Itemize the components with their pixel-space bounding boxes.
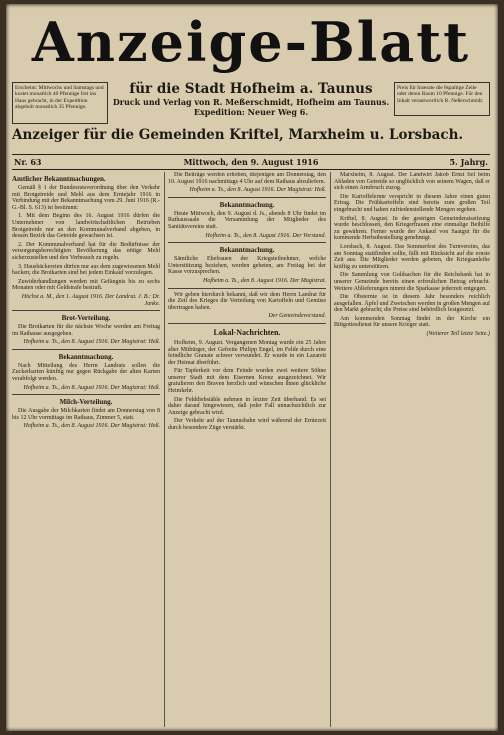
issue-number: Nr. 63	[14, 157, 42, 167]
paragraph: Kriftel, 8. August. In der gestrigen Gemeinderatssitzung wurde beschlossen, den Kriegerfrauen eine einmalige Beihilfe zu gewähren. Ferner wurde der Ankauf von Saatgut für die kommende Herbstbestellung genehmigt.	[334, 215, 490, 242]
notice-heading: Milch-Verteilung.	[59, 398, 113, 407]
publisher-block	[112, 82, 390, 117]
paragraph: Heute Mittwoch, den 9. August d. Js., abends 8 Uhr findet im Rathaussaale die Versammlung der Mitglieder des Sanitätsvereins statt.	[168, 210, 326, 230]
paragraph: 1. Mit dem Beginn des 16. August 1916 dürfen die Unternehmer von landwirtschaftlichen Betrieben Brotgetreide nur an den Kommunalverband abgeben, in dessen Bezirk das Getreide gewachsen ist.	[12, 213, 160, 240]
paragraph: Sämtliche Ehefrauen der Kriegsteilnehmer, welche Unterstützung beziehen, werden gebeten, am Freitag bei der Kasse vorzusprechen.	[168, 256, 326, 276]
masthead	[12, 10, 490, 76]
column-1	[12, 172, 160, 727]
continuation-note: (Weiterer Teil letzte Seite.)	[426, 331, 490, 338]
subheader-row	[12, 82, 490, 124]
signature: Höchst a. M., den 1. August 1916. Der Landrat. J. B.: Dr. Janke.	[21, 293, 160, 307]
tagline: Anzeiger für die Gemeinden Kriftel, Marxheim u. Lorsbach.	[12, 127, 464, 143]
divider	[168, 288, 326, 289]
paragraph: Nach Mitteilung des Herrn Landrats sollen die Zuckerkarten künftig nur gegen Rückgabe der alten Karten verabfolgt werden.	[12, 362, 160, 383]
paragraph: Wir geben hierdurch bekannt, daß wir dem Herrn Landrat für die Zeit des Krieges die Verteilung von Kartoffeln und Gemüse übertragen haben.	[168, 291, 326, 311]
divider	[168, 323, 326, 324]
section-heading: Amtlicher Bekanntmachungen.	[12, 175, 106, 183]
signature: Der Gemeindevorstand.	[268, 313, 326, 320]
paragraph: Die Sammlung von Goldsachen für die Reichsbank hat in unserer Gemeinde bereits einen erfreulichen Betrag erbracht. Weitere Ablieferungen nimmt die Sparkasse jederzeit entgegen.	[334, 272, 490, 292]
paragraph: 3. Hausbäckereien dürfen nur aus dem zugewiesenen Mehl backen; die Brotkarten sind bei jedem Einkauf vorzulegen.	[12, 263, 160, 277]
notice-heading: Brot-Verteilung.	[61, 314, 111, 323]
divider	[12, 310, 160, 311]
paragraph: Die Kartoffelernte verspricht in diesem Jahre einen guten Ertrag. Die Frühkartoffeln sind bereits zum großen Teil eingebracht und haben zufriedenstellende Mengen ergeben.	[334, 193, 490, 213]
masthead-title: Anzeige-Blatt	[31, 10, 471, 74]
column-3	[334, 172, 490, 727]
city-line: für die Stadt Hofheim a. Taunus	[129, 81, 373, 97]
divider	[12, 394, 160, 395]
column-rule	[330, 172, 331, 727]
paragraph: Der Verkehr auf der Taunusbahn wird während der Erntezeit durch besondere Züge verstärkt.	[168, 418, 326, 432]
columns	[12, 172, 490, 727]
issue-year: 5. Jahrg.	[449, 157, 488, 167]
notice-heading: Bekanntmachung.	[219, 200, 275, 209]
paragraph: Die Obsternte ist in diesem Jahr besonders reichlich ausgefallen. Äpfel und Zwetschen werden in großen Mengen auf den Markt gebracht; die Preise sind behördlich festgesetzt.	[334, 294, 490, 314]
divider	[168, 242, 326, 243]
column-2	[168, 172, 326, 727]
newspaper-page	[6, 4, 498, 731]
column-rule	[164, 172, 165, 727]
notice-heading: Bekanntmachung.	[219, 246, 275, 255]
issue-date: Mittwoch, den 9. August 1916	[183, 157, 319, 167]
signature: Hofheim a. Ts., den 8. August 1916. Der Magistrat: Heß.	[23, 384, 160, 391]
publisher-line: Druck und Verlag von R. Meßerschmidt, Hofheim am Taunus.	[112, 97, 390, 107]
paragraph: Am kommenden Sonntag findet in der Kirche ein Bittgottesdienst für unsere Krieger statt.	[334, 315, 490, 329]
signature: Hofheim a. Ts., den 8. August 1916. Der Magistrat.	[202, 277, 326, 284]
paragraph: Hofheim, 9. August. Vergangenen Montag wurde ein 25 Jahre alter Mitbürger, der Gefreite Philipp Engel, im Felde durch eine feindliche Granate schwer verwundet. Er wurde in ein Lazarett der Heimat überführt.	[168, 339, 326, 366]
paragraph: Die Brotkarten für die nächste Woche werden am Freitag im Rathause ausgegeben.	[12, 324, 160, 337]
local-news-heading: Lokal-Nachrichten.	[213, 327, 281, 337]
paragraph: Die Ausgabe der Milchkarten findet am Donnerstag von 8 bis 12 Uhr vormittags im Rathaus, Zimmer 5, statt.	[12, 408, 160, 421]
paragraph: Lorsbach, 8. August. Das Sommerfest des Turnvereins, das am Sonntag stattfinden sollte, fällt mit Rücksicht auf die ernste Zeit aus. Die Mitglieder werden gebeten, die Kriegsanleihe kräftig zu unterstützen.	[334, 243, 490, 270]
signature: Hofheim a. Ts., den 8. August 1916. Der Vorstand.	[205, 232, 326, 239]
paragraph: Zuwiderhandlungen werden mit Gefängnis bis zu sechs Monaten oder mit Geldstrafe bestraft.	[12, 278, 160, 292]
paragraph: Gemäß § 1 der Bundesratsverordnung über den Verkehr mit Brotgetreide und Mehl aus dem Erntejahr 1916 in Verbindung mit der Bekanntmachung vom 29. Juni 1916 (R.-G.-Bl. S. 613) ist bestimmt:	[12, 185, 160, 211]
signature: Hofheim a. Ts., den 8. August 1916. Der Magistrat: Heß.	[23, 339, 160, 346]
divider	[168, 197, 326, 198]
signature: Hofheim a. Ts., den 8. August 1916. Der Magistrat: Heß.	[189, 187, 326, 194]
paragraph: Für Tapferkeit vor dem Feinde wurden zwei weitere Söhne unserer Stadt mit dem Eisernen Kreuz ausgezeichnet. Wir gratulieren den Braven herzlich und wünschen ihnen glückliche Heimkehr.	[168, 368, 326, 395]
notice-heading: Bekanntmachung.	[58, 352, 114, 361]
expedition-line: Expedition: Neuer Weg 6.	[193, 107, 309, 117]
dateline	[12, 154, 490, 170]
signature: Hofheim a. Ts., den 8. August 1916. Der Magistrat: Heß.	[23, 423, 160, 430]
paragraph: Die Felddiebstähle nehmen in letzter Zeit überhand. Es sei daher darauf hingewiesen, daß jeder Fall unnachsichtlich zur Anzeige gebracht wird.	[168, 396, 326, 416]
paragraph: Die Beiträge werden erhoben, diejenigen am Donnerstag, den 10. August 1916 nachmittags 4 Uhr auf dem Rathaus abzuliefern.	[168, 172, 326, 185]
divider	[12, 349, 160, 350]
paragraph: Marxheim, 8. August. Der Landwirt Jakob Ernst fiel beim Abladen von Getreide so unglücklich von seinem Wagen, daß er sich einen Armbruch zuzog.	[334, 172, 490, 192]
paragraph: 2. Der Kommunalverband hat für die Bedürfnisse der versorgungsberechtigten Bevölkerung das nötige Mehl sicherzustellen und den Verbrauch zu regeln.	[12, 241, 160, 261]
subscription-box: Erscheint: Mittwochs und Samstags und kostet monatlich 40 Pfennige frei ins Haus gebracht, in der Expedition abgeholt monatlich 35 Pfennige.	[12, 82, 108, 124]
ad-price-box: Preis für Inserate die 8spaltige Zeile oder deren Raum 10 Pfennige. Für den Inhalt verantwortlich R. Neßerschmidt.	[394, 82, 490, 116]
